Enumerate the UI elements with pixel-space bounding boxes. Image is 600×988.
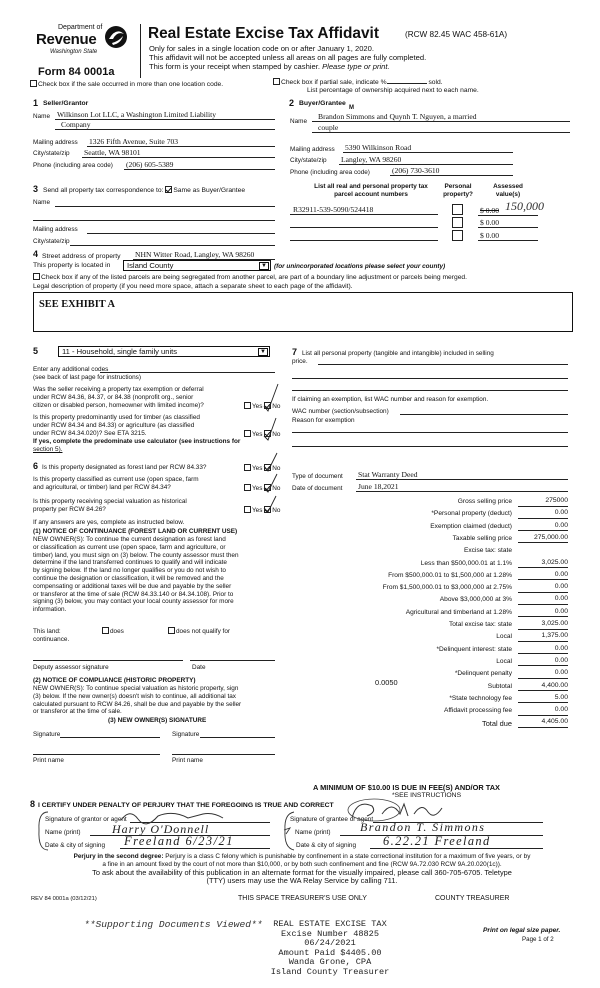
tax-row-value[interactable]: 0.00 [554,521,568,529]
assessed-value-2: $ 0.00 [480,218,499,227]
header-line-2: This affidavit will not be accepted unless all areas on all pages are fully completed. [149,53,427,62]
sec5-q2-l2: under RCW 84.34 and 84.33) or agriculture (as classified [33,422,195,429]
tax-row-label: Total due [482,719,512,729]
grantee-bracket-mark [280,810,298,852]
property-address: NHN Witter Road, Langley, WA 98260 [135,250,255,259]
revenue-logo [36,24,132,64]
grantor-date-label: Date & city of signing [45,842,106,849]
deputy-date-label: Date [192,664,206,671]
tax-row-label: Less than $500,000.01 at 1.1% [420,559,512,567]
buyer-phone: (206) 730-3610 [392,166,440,175]
treasurer-use-label: THIS SPACE TREASURER'S USE ONLY [238,895,367,902]
tax-row-underline [518,665,568,666]
logo-revenue-text: Revenue [36,31,97,48]
sec3-name-label: Name [33,199,51,206]
sec5-q1-l1: Was the seller receiving a property tax exemption or deferral [33,386,204,393]
wac-label: WAC number (section/subsection) [292,408,389,415]
sig-label-1: Signature [33,731,61,738]
tax-row-value[interactable]: 3,025.00 [541,620,568,627]
pen-check-mark [262,382,282,442]
print-name-label-1: Print name [33,757,64,764]
buyer-name-label: Name [290,118,308,125]
tax-row-underline [518,727,568,728]
parcel-number-1: R32911-539-5090/524418 [293,205,374,214]
sec6-q3-answer[interactable]: Yes No [244,506,280,515]
header-divider [140,24,141,78]
see-back-note: (see back of last page for instructions) [33,374,141,381]
tax-row-underline [518,715,568,716]
sec5-number: 5 [33,346,39,356]
revenue-swirl-icon [104,25,128,49]
sec3-number: 3 [33,184,39,194]
buyer-phone-label: Phone (including area code) [290,169,370,176]
sec5-q2-l4: If yes, complete the predominate use calculator (see instructions for [33,438,241,445]
additional-codes-label: Enter any additional codes [33,366,109,373]
tax-row-underline [518,567,568,568]
doc-date: June 18,2021 [358,482,399,491]
sec3-mail-label: Mailing address [33,226,78,233]
tax-row-value[interactable]: 0.00 [554,644,568,652]
form-number: Form 84 0001a [38,66,115,78]
treasurer-receipt-stamp: REAL ESTATE EXCISE TAX Excise Number 48825 06/24/2021 Amount Paid $4405.00 Wanda Grone, CPA Island County Treasurer [270,919,390,977]
tax-row-underline [518,579,568,580]
chevron-down-icon: ▼ [259,262,269,270]
tax-row-label: Local [496,633,512,641]
buyer-mail-label: Mailing address [290,146,335,153]
sec1-number: 1 [33,98,39,108]
tax-row-label: Above $3,000,000 at 3% [439,596,512,604]
exemption-label: If claiming an exemption, list WAC number and reason for exemption. [292,396,489,403]
grantee-date-handwritten: 6.22.21 Freeland [383,834,491,848]
tax-row-value[interactable]: 4,400.00 [541,681,568,689]
grantor-name-label: Name (print) [45,829,81,836]
header-line-3: This form is your receipt when stamped by cashier. Please type or print. [149,62,390,71]
sec5-q2-l1: Is this property predominantly used for timber (as classified [33,414,200,421]
form-title: Real Estate Excise Tax Affidavit [148,25,379,42]
land-use-select[interactable]: 11 - Household, single family units ▼ [58,346,270,357]
legal-description-box[interactable] [33,292,573,332]
personal-property-checkbox-3[interactable] [452,230,463,241]
does-not-checkbox[interactable] [168,627,175,634]
seller-phone-label: Phone (including area code) [33,162,113,169]
sec5-q2-answer[interactable]: Yes No [244,430,280,439]
sig-label-2: Signature [172,731,200,738]
seller-name-line2: Company [61,120,91,129]
sec4-number: 4 [33,249,39,259]
tax-row-label: Gross selling price [457,498,512,505]
grantor-bracket-mark [36,810,50,852]
parcel-col-header: List all real and personal property tax parcel account numbers [314,183,428,198]
tax-row-value[interactable]: 0.00 [554,706,568,714]
legal-description-text: SEE EXHIBIT A [39,299,116,310]
segregated-checkbox[interactable] [33,273,40,280]
tax-row-label: Exemption claimed (deduct) [430,522,512,530]
sec5-q1-answer[interactable]: Yes No [244,402,280,411]
seller-city-label: City/state/zip [33,150,70,157]
notice-1-text: NEW OWNER(S): To continue the current designation as forest land or classification as current use (open space, farm and agriculture, or timber) land, you must sign on (3) below. The county assessor must then determine if the land transferred continues to qualify and will indicate by signing below. If the land no longer qualifies or you do not wish to continue the designation or classification, it will be removed and the compensating or additional taxes will be due and payable by the seller or transferor at the time of sale (RCW 84.33.140 or 84.34.108). Prior to signing (3) below, you may contact your local county assessor for more information. [33,536,239,614]
buyer-city: Langley, WA 98260 [341,155,402,164]
tax-row-value[interactable]: 0.00 [554,656,568,664]
tax-row-label: *Personal property (deduct) [431,510,512,518]
tax-row-value[interactable]: 0.00 [554,509,568,517]
ownership-note: List percentage of ownership acquired next to each name. [307,87,479,94]
print-name-label-2: Print name [172,757,203,764]
tax-row-label: *Delinquent penalty [454,670,512,678]
sec5-q2-l3: under RCW 84.34.020)? See ETA 3215. [33,430,147,437]
buyer-name-line1: Brandon Simmons and Quynh T. Nguyen, a married [318,112,477,121]
same-as-buyer-checkbox[interactable] [165,186,172,193]
notice-3-heading: (3) NEW OWNER(S) SIGNATURE [108,717,207,724]
notice-1-heading: (1) NOTICE OF CONTINUANCE (FOREST LAND OR CURRENT USE) [33,528,238,535]
logo-dept-text: Department of [58,24,103,31]
seller-city: Seattle, WA 98101 [84,148,141,157]
does-checkbox[interactable] [102,627,109,634]
tax-row-value[interactable]: 0.00 [554,570,568,578]
notice-2-heading: (2) NOTICE OF COMPLIANCE (HISTORIC PROPERTY) [33,677,196,684]
tax-row-label: Excise tax: state [463,547,512,555]
tax-row-underline [518,678,568,679]
chevron-down-icon: ▼ [258,348,268,356]
doc-date-label: Date of document [292,485,343,492]
grantor-date-handwritten: Freeland 6/23/21 [124,834,234,848]
unincorporated-note: (for unincorporated locations please select your county) [274,263,446,270]
header-line-1: Only for sales in a single location code on or after January 1, 2020. [149,44,374,53]
supporting-docs-stamp: **Supporting Documents Viewed** [84,919,263,930]
sec6-q1-answer[interactable]: Yes No [244,464,280,473]
does-not-option[interactable]: does not qualify for [168,627,230,636]
tax-row-label: Local [496,657,512,665]
tax-row-underline [518,604,568,605]
tax-row-value[interactable]: 5.00 [554,693,568,701]
seller-mail-label: Mailing address [33,139,78,146]
sec6-q1-yes[interactable] [244,464,251,471]
tax-row-value[interactable]: 275,000.00 [533,533,568,541]
sec2-number: 2 [289,98,295,108]
sec5-q1-l3: citizen or disabled person, homeowner with limited income)? [33,402,204,409]
sec5-q2-l5: section 5). [33,446,63,453]
tax-row-value[interactable]: 0.00 [554,607,568,615]
tax-row-label: From $500,000.01 to $1,500,000 at 1.28% [388,571,512,579]
tax-row-value[interactable]: 275000 [545,497,568,504]
sec5-q2-yes[interactable] [244,430,251,437]
multi-location-checkbox[interactable] [30,80,37,87]
tax-row-underline [518,506,568,507]
grantee-sig-label: Signature of grantee or agent [290,816,374,823]
sec1-heading: Seller/Grantor [43,100,89,107]
logo-state-text: Washington State [50,49,98,55]
tax-row-label: Affidavit processing fee [443,707,512,715]
buyer-mail: 5390 Wilkinson Road [345,143,412,152]
see-instructions-note: *SEE INSTRUCTIONS [392,792,462,799]
sec6-q2-l1: Is this property classified as current use (open space, farm [33,476,199,483]
seller-name-line1: Wilkinson Lot LLC, a Washington Limited Liability [57,110,217,119]
location-label: This property is located in [33,262,111,269]
this-land-label: This land: [33,628,61,635]
buyer-city-label: City/state/zip [290,157,327,164]
pen-check-mark-2 [262,452,282,514]
page-indicator: Page 1 of 2 [522,936,554,943]
tax-row-value[interactable]: 0.00 [554,669,568,677]
assessed-value-1-handwritten: 150,000 [505,199,544,213]
tax-row-underline [518,702,568,703]
tax-row-underline [518,629,568,630]
tax-row-underline [518,542,568,543]
grantee-name-handwritten: Brandon T. Simmons [360,820,486,834]
grantee-name-label: Name (print) [295,829,331,836]
sec4-label: Street address of property [42,253,121,260]
grantee-date-label: Date & city of signing [296,842,357,849]
county-select[interactable]: Island County ▼ [123,260,271,271]
notice-2-text: NEW OWNER(S): To continue special valuation as historic property, sign (3) below. If the new owner(s) doesn't wish to continue, all additional tax calculated pursuant to RCW 84.26, shall be due and payable by the seller or transferor at the time of sale. [33,685,242,716]
multi-location-checkbox-row[interactable]: Check box if the sale occurred in more than one location code. [30,80,223,89]
grantor-sig-label: Signature of grantor or agent [45,816,127,823]
does-option[interactable]: does [102,627,124,636]
sec6-q3-l1: Is this property receiving special valuation as historical [33,498,187,505]
sec6-q2-l2: and agricultural, or timber) land per RCW 84.34? [33,484,171,491]
sec3-city-label: City/state/zip [33,238,70,245]
perjury-text: Perjury in the second degree: Perjury is a class C felony which is punishable by confinement in a state correctional institution for a maximum of five years, or by a fine in an amount fixed by the court of not more than $10,000, or by both such confinement and fine (RCW 9A.72.030 RCW 9A.20.020(1c)). [73,853,531,868]
tax-row-underline [518,518,568,519]
sec8-number: 8 [30,799,36,809]
tax-row-label: Total excise tax: state [448,621,512,628]
sec6-q2-answer[interactable]: Yes No [244,484,280,493]
tax-row-label: *Delinquent interest: state [436,645,512,653]
seller-name-label: Name [33,113,51,120]
tax-row-underline [518,690,568,691]
segregated-checkbox-row[interactable]: Check box if any of the listed parcels are being segregated from another parcel, are part of a boundary line adjustment or parcels being merged. [33,273,467,282]
accessibility-text: To ask about the availability of this publication in an alternate format for the visually impaired, please call 360-705-6705. Teletype (TTY) users may use the WA Relay Service by calling 711. [92,868,512,886]
tax-row-underline [518,616,568,617]
tax-row-value[interactable]: 0.00 [554,583,568,591]
personal-property-checkbox-2[interactable] [452,217,463,228]
seller-phone: (206) 605-5389 [126,160,174,169]
sec5-q1-l2: under RCW 84.36, 84.37, or 84.38 (nonprofit org., senior [33,394,194,401]
tax-row-underline [518,641,568,642]
sec3-label: Send all property tax correspondence to: Same as Buyer/Grantee [43,187,246,194]
tax-row-label: Subtotal [487,682,512,690]
seller-mail: 1326 Fifth Avenue, Suite 703 [89,137,179,146]
sec6-q1: Is this property designated as forest land per RCW 84.33? [42,464,207,471]
tax-row-value[interactable]: 1,375.00 [541,632,568,640]
partial-sale-checkbox-row[interactable]: Check box if partial sale, indicate % sold. [273,78,443,87]
deputy-signature-label: Deputy assessor signature [33,664,109,671]
buyer-initial-mark: M [349,105,354,111]
tax-row-value[interactable]: 0.00 [554,595,568,603]
legal-desc-label: Legal description of property (if you need more space, attach a separate sheet to each page of the affidavit). [33,283,353,290]
tax-row-label: Taxable selling price [452,534,512,542]
tax-row-label: Agricultural and timberland at 1.28% [405,608,512,616]
tax-row-underline [518,592,568,593]
local-rate: 0.0050 [375,678,398,687]
legal-size-note: Print on legal size paper. [483,927,561,934]
sec7-label-2: price. [292,358,308,365]
doc-type-label: Type of document [292,473,343,480]
sec7-label-1: List all personal property (tangible and intangible) included in selling [302,350,494,357]
sec6-number: 6 [33,461,39,471]
tax-row-underline [518,530,568,531]
form-rcw-ref: (RCW 82.45 WAC 458-61A) [405,30,508,39]
continuance-label: continuance. [33,636,70,643]
reason-label: Reason for exemption [292,417,355,424]
assessed-col-header: Assessed value(s) [493,183,523,198]
minimum-due-notice: A MINIMUM OF $10.00 IS DUE IN FEE(S) AND/OR TAX [313,783,500,792]
personal-col-header: Personal property? [443,183,473,198]
sec6-q3-l2: property per RCW 84.26? [33,506,106,513]
buyer-name-line2: couple [318,123,339,132]
tax-row-value[interactable]: 4,405.00 [541,718,568,726]
grantor-name-handwritten: Harry O'Donnell [112,822,210,836]
assessed-value-1: $ 0.00 [480,206,499,215]
partial-sale-checkbox[interactable] [273,78,280,85]
assessed-value-3: $ 0.00 [480,231,499,240]
tax-row-label: *State technology fee [449,694,512,702]
tax-row-value[interactable]: 3,025.00 [541,558,568,566]
certify-text: I CERTIFY UNDER PENALTY OF PERJURY THAT THE FOREGOING IS TRUE AND CORRECT [38,802,334,809]
sec6-if-any: If any answers are yes, complete as instructed below. [33,519,185,526]
sec5-q1-yes[interactable] [244,402,251,409]
personal-property-checkbox-1[interactable] [452,204,463,215]
rev-number: REV 84 0001a (03/12/21) [31,896,97,902]
sec2-heading: Buyer/Grantee [299,100,346,107]
tax-row-underline [518,653,568,654]
doc-type: Stat Warranty Deed [358,470,418,479]
sec6-q3-yes[interactable] [244,506,251,513]
sec6-q2-yes[interactable] [244,484,251,491]
tax-row-label: From $1,500,000.01 to $3,000,000 at 2.75% [382,584,512,592]
sec7-number: 7 [292,347,298,357]
county-treasurer-label: COUNTY TREASURER [435,895,510,902]
